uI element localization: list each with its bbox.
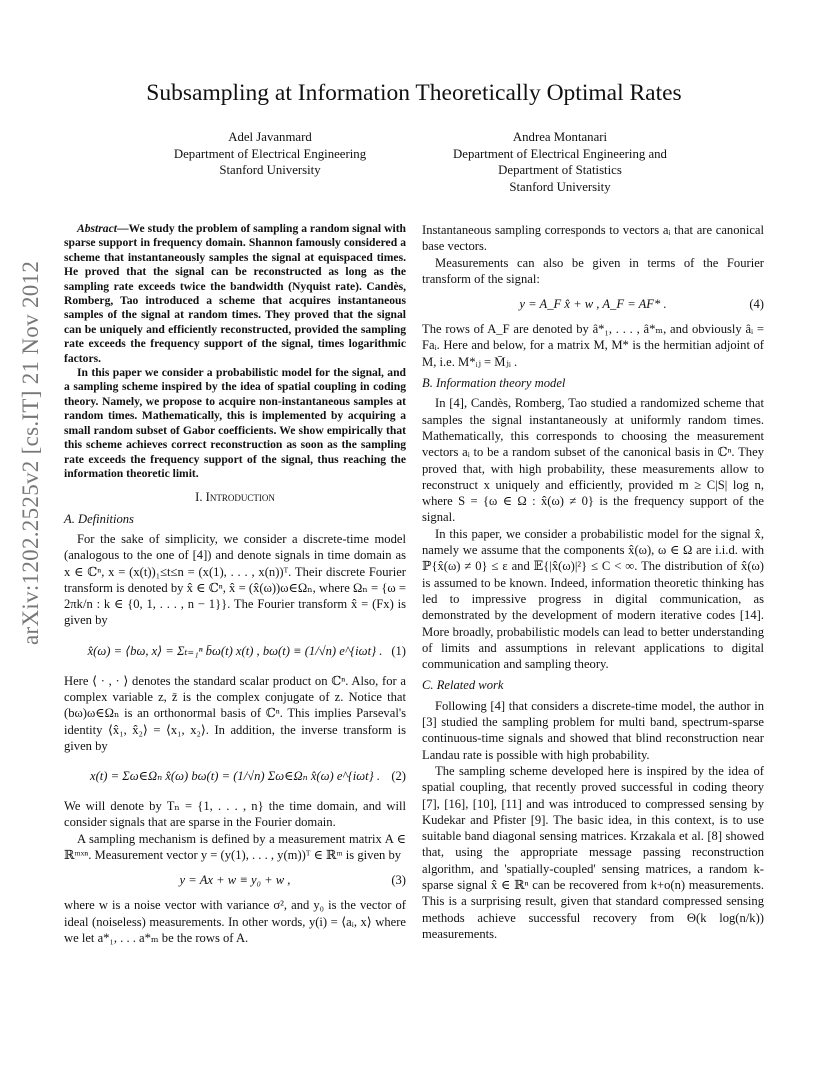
subsection-heading: C. Related work	[422, 678, 504, 693]
body-paragraph: Here ⟨ · , · ⟩ denotes the standard scalar product on ℂⁿ. Also, for a complex variable z, z̄ is the complex conjugate of z. Notice that (bω)ω∈Ωₙ is an orthonormal basis of ℂⁿ. This implies Parseval's identity ⟨x̂₁, x̂₂⟩ = ⟨x₁, x₂⟩. In addition, the inverse transform is given by	[64, 673, 406, 753]
abstract-paragraph-1	[64, 222, 406, 366]
subsection-heading: B. Information theory model	[422, 376, 566, 391]
abstract-paragraph-2: In this paper we consider a probabilistic model for the signal, and a sampling scheme inspired by the idea of spatial coupling in coding theory. Namely, we propose to acquire non-instantaneous samples at random times. Mathematically, this is implemented by acquiring a small random subset of Gabor coefficients. We show empirically that this scheme achieves correct reconstruction as soon as the sampling rate exceeds the frequency support of the signal, thus reaching the information theoretic limit.	[64, 366, 406, 480]
author-block-2	[420, 129, 700, 195]
body-paragraph: where w is a noise vector with variance σ², and y₀ is the vector of ideal (noiseless) measurements. In other words, y(i) = ⟨aᵢ, x⟩ where we let a*₁, . . . a*ₘ be the rows of A.	[64, 898, 406, 945]
subsection-heading: A. Definitions	[64, 511, 134, 526]
author-name: Adel Javanmard	[228, 130, 312, 144]
section-heading: I. Introduction	[195, 490, 275, 505]
arxiv-stamp-text: arXiv:1202.2525v2 [cs.IT] 21 Nov 2012	[18, 260, 43, 645]
equation-4	[422, 287, 764, 321]
body-paragraph: A sampling mechanism is defined by a measurement matrix A ∈ ℝᵐˣⁿ. Measurement vector y = (y(1), . . . , y(m))ᵀ ∈ ℝᵐ is given by	[64, 831, 406, 863]
author-block-1	[130, 129, 410, 179]
equation-1	[64, 629, 406, 673]
body-paragraph: Following [4] that considers a discrete-time model, the author in [3] studied the sampling problem for multi band, spectrum-sparse continuous-time signals and showed that blind reconstruction near Landau rate is possible with high probability.	[422, 698, 764, 762]
abstract-label: Abstract	[77, 222, 117, 235]
equation-number: (1)	[391, 643, 406, 658]
left-column	[64, 222, 406, 946]
right-column	[422, 222, 764, 942]
equation-body: x̂(ω) = ⟨bω, x⟩ = Σₜ₌₁ⁿ b̄ω(t) x(t) , bω(t) ≡ (1/√n) e^{iωt} .	[87, 643, 383, 658]
body-paragraph: For the sake of simplicity, we consider a discrete-time model (analogous to the one of [4]) and denote signals in time domain as x ∈ ℂⁿ, x = (x(t))₁≤t≤n = (x(1), . . . , x(n))ᵀ. Their discrete Fourier transform is denoted by x̂ ∈ ℂⁿ, x̂ = (x̂(ω))ω∈Ωₙ, where Ωₙ = {ω = 2πk/n : k ∈ {0, 1, . . . , n − 1}}. The Fourier transform x̂ = (Fx) is given by	[64, 531, 406, 628]
abstract-text: —We study the problem of sampling a random signal with sparse support in frequency domain. Shannon famously considered a scheme that instantaneously samples the signal at equispaced times. He proved that the signal can be reconstructed as long as the sampling rate exceeds twice the bandwidth (Nyquist rate). Candès, Romberg, Tao introduced a scheme that acquires instantaneous samples of the signal at random times. They proved that the signal can be uniquely and efficiently reconstructed, provided the sampling rate exceeds the frequency support of the signal, times logarithmic factors.	[64, 222, 406, 365]
equation-number: (4)	[749, 297, 764, 312]
author-affiliation: Department of Electrical Engineering	[173, 146, 367, 161]
body-paragraph: Measurements can also be given in terms of the Fourier transform of the signal:	[422, 255, 764, 286]
body-paragraph: The sampling scheme developed here is inspired by the idea of spatial coupling, that recently proved successful in coding theory [7], [16], [10], [11] and was introduced to compressed sensing by Kudekar and Pfister [9]. The basic idea, in this context, is to use suitable band diagonal sensing matrices. Krzakala et al. [8] showed that, using the appropriate message passing reconstruction algorithm, and 'spatially-coupled' sensing matrices, a random k-sparse signal x̂ ∈ ℝⁿ can be recovered from k+o(n) measurements. This is a surprising result, given that standard compressed sensing methods achieve successful recovery from Θ(k log(n/k)) measurements.	[422, 763, 764, 941]
body-paragraph: The rows of A_F are denoted by â*₁, . . . , â*ₘ, and obviously âᵢ = Faᵢ. Here and below, for a matrix M, M* is the hermitian adjoint of M, i.e. M*ᵢⱼ = M̄ⱼᵢ .	[422, 322, 764, 369]
body-paragraph: In [4], Candès, Romberg, Tao studied a randomized scheme that samples the signal instantaneously at uniformly random times. Mathematically, this corresponds to choosing the measurement vectors aᵢ to be a random subset of the canonical basis in ℂⁿ. They proved that, with high probability, these measurements allow to reconstruct x uniquely and efficiently, provided m ≥ C|S| log n, where S = {ω ∈ Ω : x̂(ω) ≠ 0} is the frequency support of the signal.	[422, 396, 764, 525]
equation-number: (3)	[391, 873, 406, 888]
author-affiliation: Stanford University	[509, 179, 611, 194]
equation-body: x(t) = Σω∈Ωₙ x̂(ω) bω(t) = (1/√n) Σω∈Ωₙ x̂(ω) e^{iωt} .	[90, 769, 380, 784]
author-name: Andrea Montanari	[512, 130, 608, 144]
equation-body: y = A_F x̂ + w , A_F = AF* .	[519, 297, 667, 312]
paper-title: Subsampling at Information Theoretically Optimal Rates	[146, 80, 682, 106]
equation-2	[64, 754, 406, 798]
body-paragraph: We will denote by Tₙ = {1, . . . , n} the time domain, and will consider signals that are sparse in the Fourier domain.	[64, 799, 406, 830]
body-paragraph: Instantaneous sampling corresponds to vectors aᵢ that are canonical base vectors.	[422, 223, 764, 254]
body-paragraph: In this paper, we consider a probabilistic model for the signal x̂, namely we assume that the components x̂(ω), ω ∈ Ω are i.i.d. with ℙ{x̂(ω) ≠ 0} ≤ ε and 𝔼{|x̂(ω)|²} ≤ C < ∞. The distribution of x̂(ω) is assumed to be known. Indeed, information theoretic thinking has led to impressive progress in digital communication, as demonstrated by the development of modern iterative codes [14]. More broadly, probabilistic models can lead to better understanding of limits and assumptions in relevant applications to digital communication and sampling theory.	[422, 526, 764, 672]
equation-number: (2)	[391, 769, 406, 784]
author-affiliation: Department of Electrical Engineering and	[453, 146, 667, 161]
equation-3	[64, 863, 406, 897]
author-affiliation: Stanford University	[219, 163, 321, 177]
equation-body: y = Ax + w ≡ y₀ + w ,	[179, 873, 291, 888]
author-affiliation: Department of Statistics	[498, 163, 622, 177]
